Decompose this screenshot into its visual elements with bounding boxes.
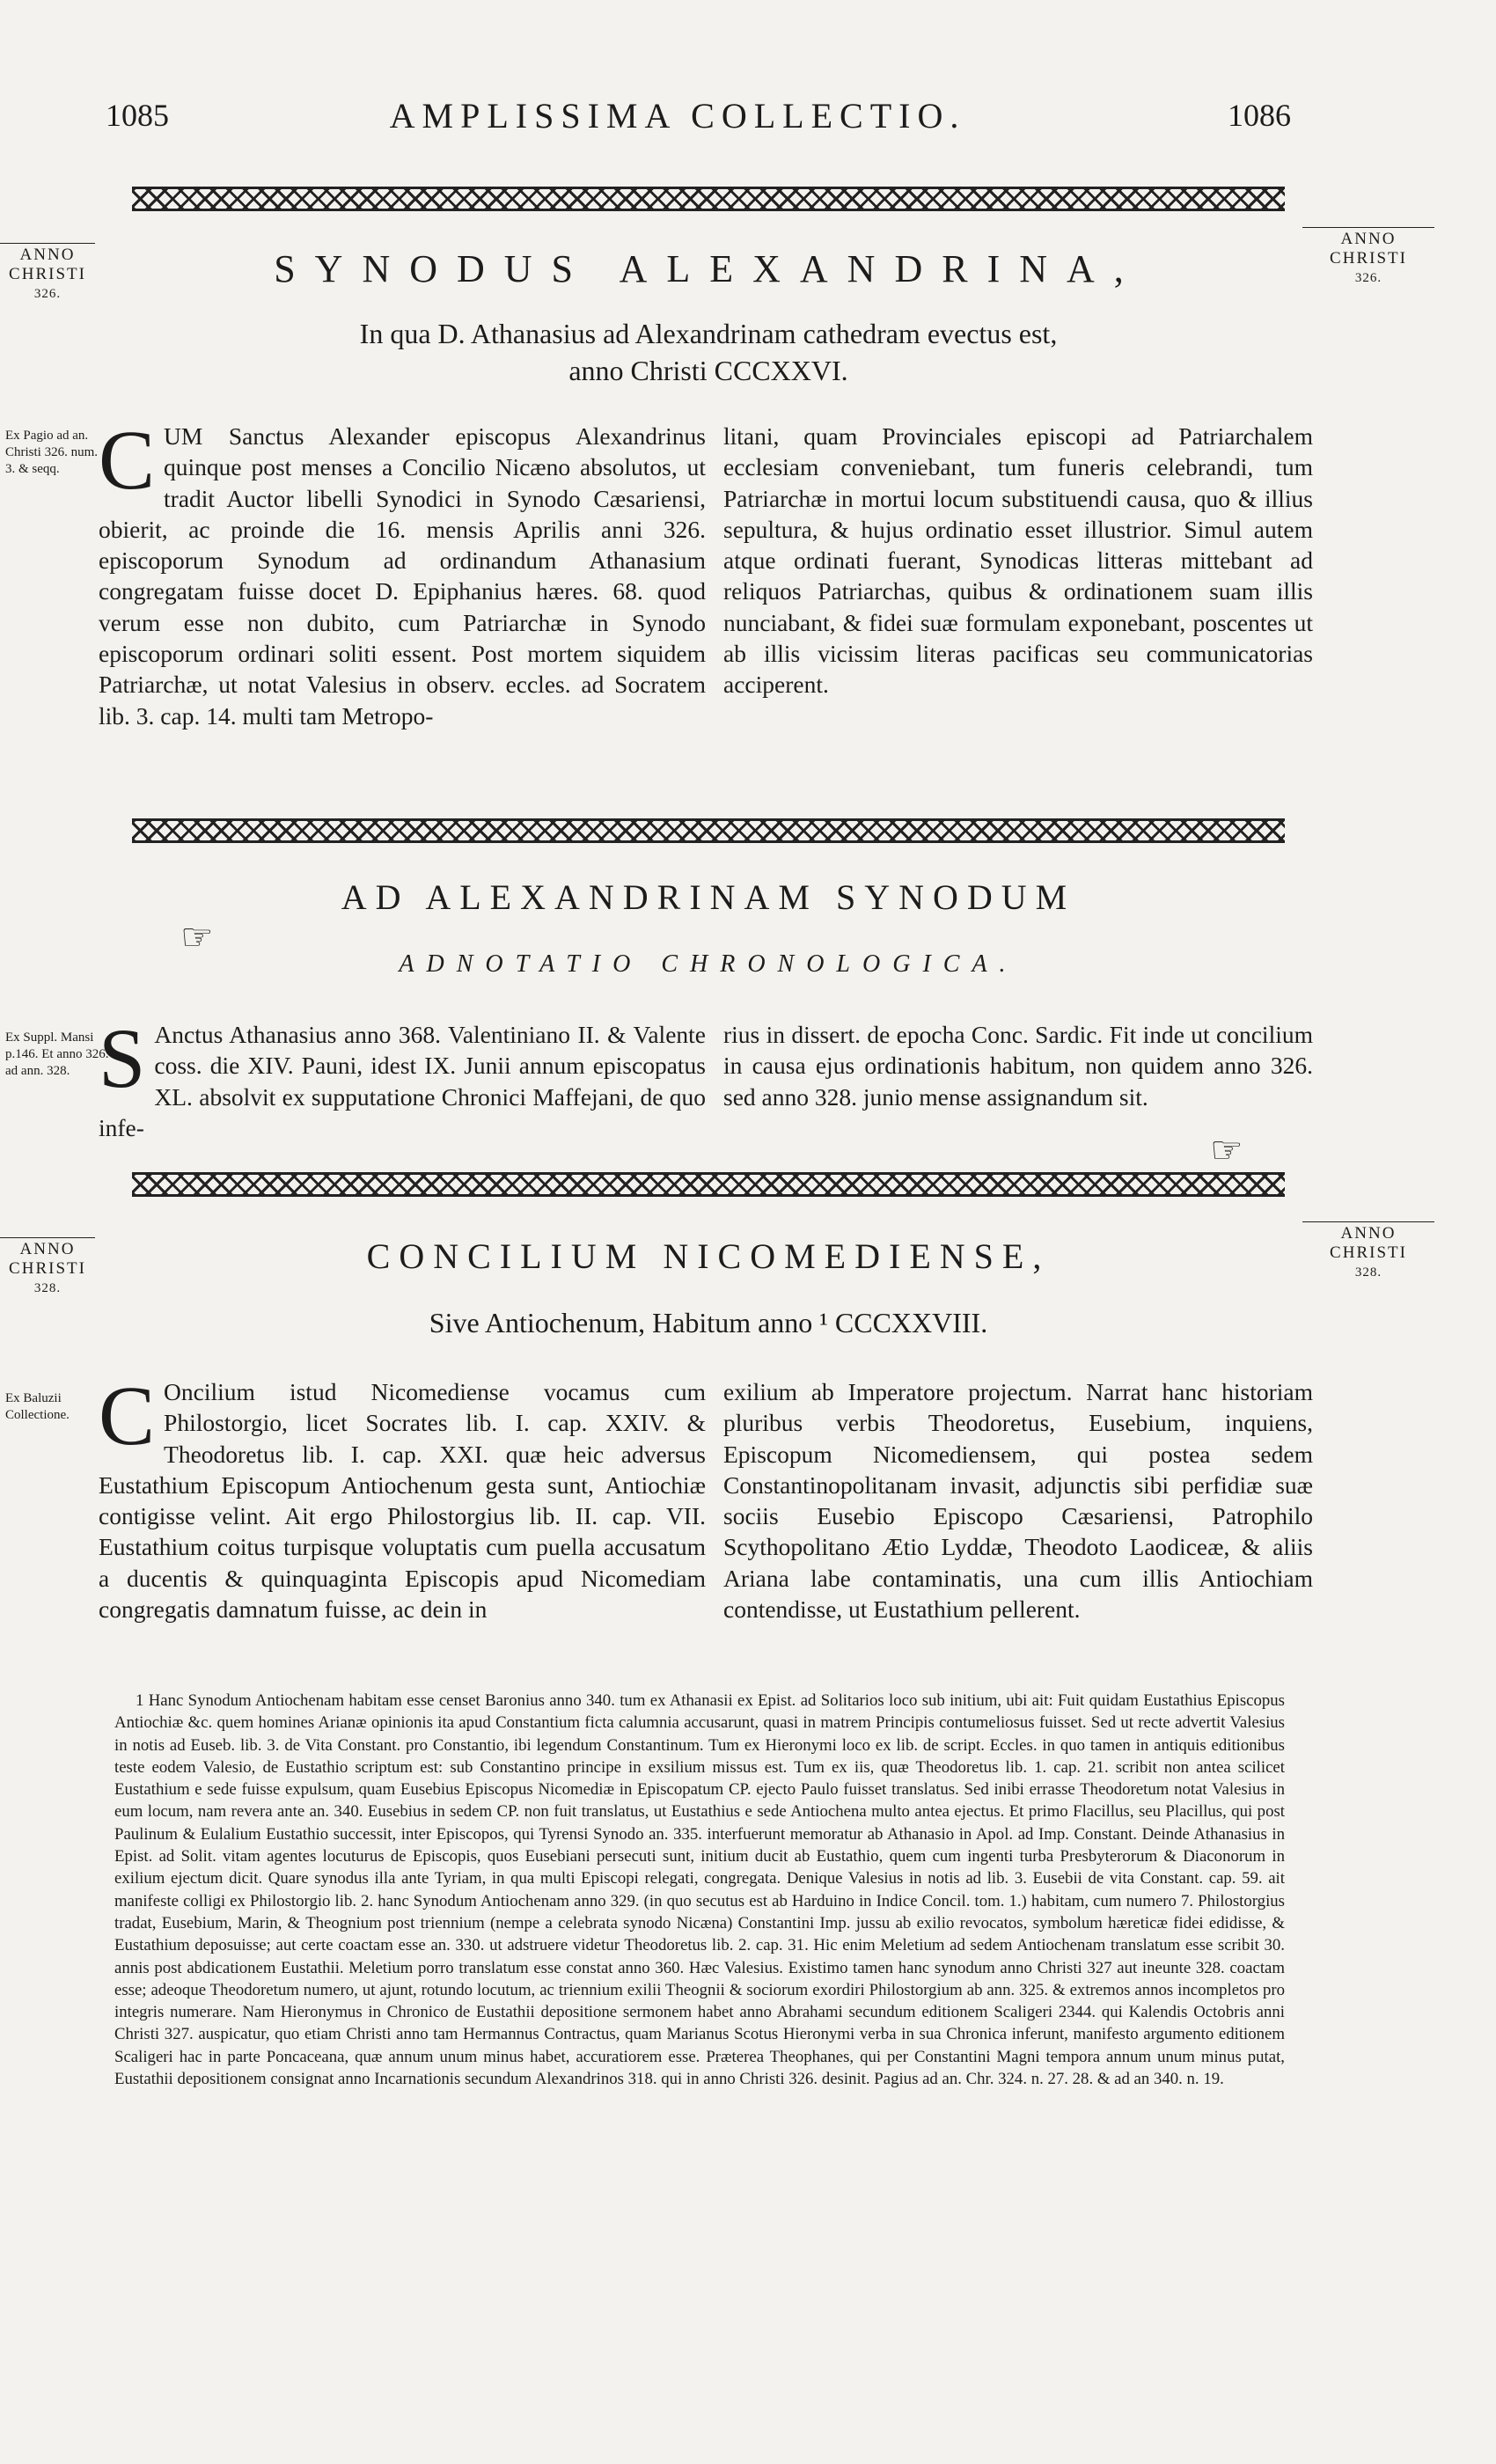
- manicule-icon: ☞: [1210, 1131, 1243, 1171]
- section-subtitle: ADNOTATIO CHRONOLOGICA.: [399, 950, 1018, 978]
- anno-christi-right: ANNO CHRISTI 328.: [1302, 1221, 1434, 1282]
- page-number-left: 1085: [106, 98, 169, 133]
- ornamental-band: [132, 187, 1285, 211]
- section-subtitle: Sive Antiochenum, Habitum anno ¹ CCCXXVIII.: [429, 1307, 988, 1338]
- margin-note: Ex Pagio ad an. Christi 326. num. 3. & seqq.: [5, 429, 99, 476]
- anno-christi-left: ANNO CHRISTI 326.: [0, 243, 95, 304]
- ornamental-band: [132, 1172, 1285, 1197]
- margin-note: Ex Suppl. Mansi p.146. Et anno 326. ad ann. 328.: [5, 1030, 109, 1078]
- text-column-left: C UM Sanctus Alexander episcopus Alexandrinus quinque post menses a Concilio Nicæno absolutos, ut tradit Auctor libelli Synodici in Synodo Cæsariensi, obierit, ac proinde die 16. mensis Aprilis anni 326. episcoporum Synodum ad ordinandum Athanasium congregatam fuisse docet D. Epiphanius hæres. 68. quod verum esse non dubito, cum Patriarchæ in Synodo episcoporum ordinari soliti essent. Post mortem siquidem Patriarchæ, ut notat Valesius in observ. eccles. ad Socratem lib. 3. cap. 14. multi tam Metropo-: [99, 413, 706, 730]
- footnote: 1 Hanc Synodum Antiochenam habitam esse censet Baronius anno 340. tum ex Athanasii ex Epist. ad Solitarios loco sub initium, ubi ait: Fuit quidam Eustathius Episcopus Antiochiæ &c. quem homines Arianæ opinionis ita apud Constantium ficta calumnia accusarunt, quasi in matrem Principis contumeliosus fuisset. Sed ut recte advertit Valesius in notis ad Eusеb. lib. 3. de Vita Constant. pro Constantio, ibi legendum Constantinum. Tum ex Hieronymi loco ex lib. de script. Eccles. in quo tamen in antiquis editionibus teste eodem Valesio, de Eustathio scriptum est: sub Constantino principe in exsilium missus est. Tum ex iis, quæ Theodoretus lib. 1. cap. 21. scribit non antea scilicet Eustathium e sede fuisse expulsum, quam Eusebius Episcopus Nicomediæ in Episcopatum CP. ejecto Paulo fuisset translatus. Sed inibi errasse Theodoretum notat Valesius in eum locum, nam revera ante an. 340. Eusebius in sedem CP. non fuit translatus, ut Eustathius e sede Antiochena multo antea ejectus. Et primo Flacillus, seu Placillus, qui post Paulinum & Eulalium Eustathio successit, inter Episcopos, qui Tyrensi Synodo an. 335. interfuerunt memoratur ab Athanasio in Apol. ad Imp. Constant. Deinde Athanasius in Epist. ad Solit. vitam agentes locuturus de Episcopis, quos Eusebiani persecuti sunt, initium ducit ab Eustathio, quem cum ingenti turba Presbyterorum & Diaconorum in exilium ejectum dicit. Quare synodus illa ante Tyriam, in qua multi Episcopi relegati, congregata. Denique Valesius in notis ad lib. 3. Eusebii de vita Constant. cap. 59. ait manifeste colligi ex Philostorgio lib. 2. hanc Synodum Antiochenam anno 329. (in quo secutus est ab Harduino in Indice Concil. tom. 1.) habitam, cum numero 7. Philostorgius tradat, Eusebium, Marin, & Theognium post triennium (nempe a celebrata synodo Nicæna) Constantini Imp. jussu ab exilio revocatos, symbolum hæreticæ fidei edidisse, & Eustathium deposuisse; aut certe coactam esse an. 330. ut adstruere videtur Theodoretus lib. 2. cap. 31. Hic enim Meletium ad sedem Antiochenam translatum esse scribit 30. annis post abdicationem Eustathii. Meletium porro translatum esse constat anno 360. Hæc Valesius. Existimo tamen hanc synodum anno Christi 327 aut ineunte 328. coactam esse; adeoque Theodoretum numero, ut ajunt, rotundo locutum, ac triennium exilii Theognii & sociorum exordiri Philostorgium ab ann. 325. & extremos annos incompletos pro integris numerare. Nam Hieronymus in Chronico de Eustathii depositione sermonem habet anno Abrahami secundum editionem Scaligeri 2344. qui Kalendis Octobris anni Christi 327. auspicatur, quo etiam Christi anno tam Hermannus Contractus, quam Marianus Scotus Hieronymi verba in sua Chronica inferunt, manifesto argumento editionem Scaligeri hac in parte Poncaceana, quæ annum unum minus habet, accuratiorem esse. Præterea Theophanes, qui per Constantini Magni tempora annum unum minus putat, Eustathii depositionem consignat anno Incarnationis secundum Alexandrinos 318. qui in anno Christi 326. desinit. Pagius ad an. Chr. 324. n. 27. 28. & ad an 340. n. 19.: [114, 1691, 1285, 2089]
- section-title: SYNODUS ALEXANDRINA,: [274, 247, 1143, 290]
- page-number-right: 1086: [1228, 98, 1291, 133]
- margin-note: Ex Baluzii Collectione.: [5, 1391, 70, 1422]
- ornamental-band: [132, 818, 1285, 843]
- section-title: AD ALEXANDRINAM SYNODUM: [341, 877, 1076, 917]
- text-column-left: C Oncilium istud Nicomediense vocamus cum Philostorgio, licet Socrates lib. I. cap. XXIV. & Theodoretus lib. I. cap. XXI. quæ heic adversus Eustathium Episcopum Antiochenum gesta sunt, Antiochiæ contigisse velint. Ait ergo Philostorgius lib. II. cap. VII. Eustathium coitus turpisque voluptatis cum puella accusatum a ducentis & quinquaginta Episcopis apud Nicomediam congregatis damnatum fuisse, ac dein in: [99, 1368, 706, 1624]
- text-column-right: litani, quam Provinciales episcopi ad Patriarchalem ecclesiam conveniebant, tum funeris celebrandi, tum Patriarchæ in mortui locum substituendi causa, quo & illius sepultura, & hujus ordinatio esset illustrior. Simul autem atque ordinati fuerant, Synodicas litteras mittebant ad reliquos Patriarchas, quibus & ordinationem suam illis nunciabant, & fidei suæ formulam exponebant, poscentes ut ab illis vicissim literas pacificas seu communicatorias acciperent.: [723, 422, 1313, 699]
- drop-cap: C: [99, 1368, 156, 1463]
- drop-cap: S: [99, 1011, 146, 1105]
- section-title: CONCILIUM NICOMEDIENSE,: [366, 1236, 1051, 1276]
- manicule-icon: ☞: [180, 918, 214, 958]
- drop-cap: C: [99, 413, 156, 507]
- running-title: AMPLISSIMA COLLECTIO.: [389, 96, 966, 136]
- text-column-left: S Anctus Athanasius anno 368. Valentiniano II. & Valente coss. die XIV. Pauni, idest IX. Junii annum episcopatus XL. absolvit ex supputatione Chronici Maffejani, de quo infe-: [99, 1011, 706, 1141]
- text-column-right: exilium ab Imperatore projectum. Narrat hanc historiam pluribus verbis Theodoretus, Eusebium, inquiens, Episcopum Nicomediensem, qui postea sedem Constantinopolitanam invasit, adjunctis sibi perfidiæ suæ sociis Eusebio Episcopo Cæsariensi, Patrophilo Scythopolitano Ætio Lyddæ, Theodoto Laodiceæ, & aliis Ariana labe contaminatis, una cum illis Antiochiam contendisse, ut Eustathium pellerent.: [723, 1378, 1313, 1624]
- text-column-right: rius in dissert. de epocha Conc. Sardic. Fit inde ut concilium in causa ejus ordinationis habitum, non quidem anno 326. sed anno 328. junio mense assignandum sit.: [723, 1021, 1313, 1111]
- anno-christi-right: ANNO CHRISTI 326.: [1302, 227, 1434, 288]
- anno-christi-left: ANNO CHRISTI 328.: [0, 1237, 95, 1298]
- section-subtitle: In qua D. Athanasius ad Alexandrinam cathedram evectus est, anno Christi CCCXXVI.: [359, 318, 1058, 386]
